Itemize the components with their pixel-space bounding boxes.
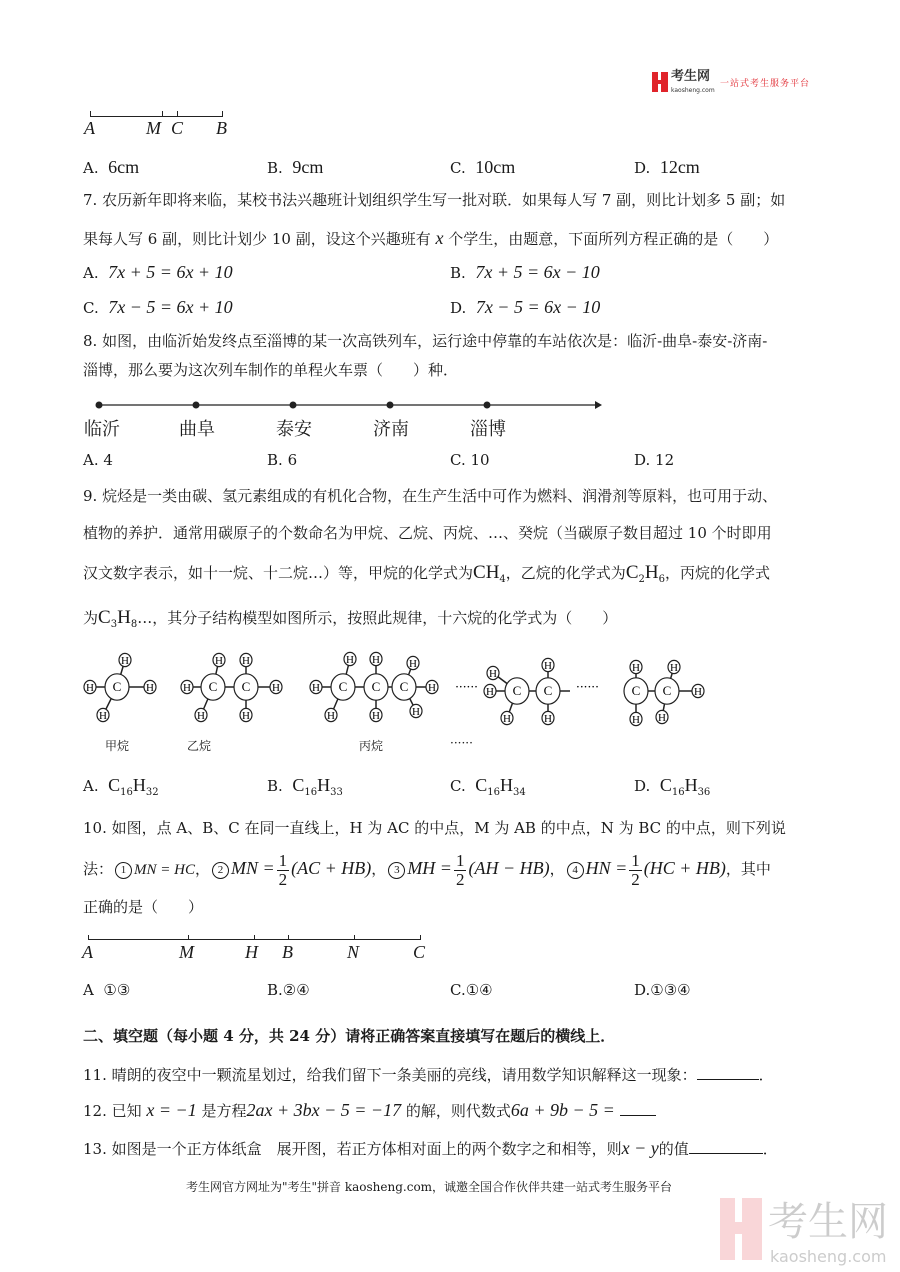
- hydrogen-atom-label: H: [409, 658, 417, 670]
- hydrogen-atom-label: H: [372, 710, 380, 722]
- hydrogen-atom-label: H: [242, 655, 250, 667]
- q12: 12. 已知 x = −1 是方程2ax + 3bx − 5 = −17 的解，则代数式6a + 9b − 5 =: [83, 1099, 656, 1122]
- caption-ethane: 乙烷: [187, 739, 212, 753]
- hydrogen-atom-label: H: [146, 682, 154, 694]
- carbon-atom-label: C: [371, 679, 381, 694]
- logo-sub: kaosheng.com: [671, 87, 715, 94]
- hydrogen-atom-label: H: [428, 682, 436, 694]
- q10-point-b: B: [282, 942, 293, 962]
- q9-option-b: B. $C_{16}H_{33}$: [267, 775, 343, 798]
- q8-railway-line: [90, 398, 602, 412]
- hydrogen-atom-label: H: [346, 654, 354, 666]
- header-logo: [652, 72, 668, 98]
- station-linyi: 临沂: [84, 419, 120, 440]
- hydrogen-atom-label: H: [272, 682, 280, 694]
- hydrogen-atom-label: H: [215, 655, 223, 667]
- q10-option-c: C.①④: [450, 981, 493, 999]
- q11: 11. 晴朗的夜空中一颗流星划过，给我们留下一条美丽的亮线，请用数学知识解释这一现象： ．: [83, 1066, 774, 1084]
- carbon-atom-label: C: [399, 679, 409, 694]
- q10-point-h: H: [245, 942, 258, 962]
- q8-option-b: B. 6: [267, 451, 298, 469]
- hydrogen-atom-label: H: [121, 655, 129, 667]
- hydrogen-atom-label: H: [183, 682, 191, 694]
- alkane-molecule-models: [70, 640, 720, 740]
- q10-point-c: C: [413, 942, 426, 962]
- q6-point-c: C: [171, 118, 184, 138]
- hydrogen-atom-label: H: [197, 710, 205, 722]
- station-qufu: 曲阜: [179, 419, 215, 440]
- carbon-atom-label: C: [338, 679, 348, 694]
- q6-option-b: B. 9cm: [267, 157, 324, 177]
- q8-option-c: C. 10: [450, 451, 490, 469]
- caption-ellipsis: ······: [450, 736, 473, 750]
- q9-option-d: D. $C_{16}H_{36}$: [634, 775, 711, 798]
- watermark-sub: kaosheng.com: [770, 1247, 887, 1266]
- carbon-atom-label: C: [241, 679, 251, 694]
- q9-option-c: C. $C_{16}H_{34}$: [450, 775, 526, 798]
- q8-option-a: A. 4: [83, 451, 113, 469]
- q8-line1: 8. 如图，由临沂始发终点至淄博的某一次高铁列车，运行途中停靠的车站依次是：临沂-曲阜-泰安-济南-: [83, 332, 768, 350]
- q11-answer-blank[interactable]: [697, 1065, 759, 1080]
- ellipsis: ······: [455, 680, 478, 694]
- q13: 13. 如图是一个正方体纸盒 展开图，若正方体相对面上的两个数字之和相等，则x − y的值 ．: [83, 1138, 778, 1158]
- logo-text: 考生网: [671, 69, 711, 84]
- q6-option-c: C. 10cm: [450, 157, 516, 177]
- hydrogen-atom-label: H: [486, 686, 494, 698]
- hydrogen-atom-label: H: [632, 714, 640, 726]
- header-slogan: 一站式考生服务平台: [720, 79, 811, 89]
- q10-line2: 法： 1 MN = HC， 2 MN = $\frac{1}{2}$ (AC + HB)， 3 MH = $\frac{1}{2}$ (AH − HB)， 4 HN = $\frac{1}{2}$ (HC + HB)，其中: [83, 850, 771, 889]
- kaosheng-logo-icon: [652, 72, 668, 92]
- carbon-atom-label: C: [631, 683, 641, 698]
- q7-option-c: C. 7x − 5 = 6x + 10: [83, 297, 233, 317]
- hydrogen-atom-label: H: [86, 682, 94, 694]
- hydrogen-atom-label: H: [658, 712, 666, 724]
- q6-point-m: M: [146, 118, 161, 138]
- q10-line3: 正确的是（ ）: [83, 898, 204, 916]
- hydrogen-atom-label: H: [503, 713, 511, 725]
- q8-line2: 淄博，那么要为这次列车制作的单程火车票（ ）种．: [83, 361, 459, 379]
- q6-point-a: A: [84, 118, 95, 138]
- ellipsis: ······: [576, 680, 599, 694]
- q9-line3: 汉文数字表示，如十一烷、十二烷…）等，甲烷的化学式为$CH_4$，乙烷的化学式为$C_2H_6$，丙烷的化学式: [83, 562, 770, 585]
- q7-option-a: A. 7x + 5 = 6x + 10: [83, 262, 233, 282]
- hydrogen-atom-label: H: [489, 668, 497, 680]
- carbon-atom-label: C: [662, 683, 672, 698]
- q6-point-b: B: [216, 118, 227, 138]
- hydrogen-atom-label: H: [372, 654, 380, 666]
- q10-point-m: M: [179, 942, 194, 962]
- q7-line1: 7. 农历新年即将来临，某校书法兴趣班计划组织学生写一批对联．如果每人写 7 副，则比计划多 5 副；如: [83, 191, 786, 209]
- carbon-atom-label: C: [543, 683, 553, 698]
- carbon-atom-label: C: [512, 683, 522, 698]
- hydrogen-atom-label: H: [694, 686, 702, 698]
- q7-option-b: B. 7x + 5 = 6x − 10: [450, 262, 600, 282]
- station-taian: 泰安: [276, 419, 312, 440]
- q9-option-a: A. $C_{16}H_{32}$: [83, 775, 159, 798]
- q13-answer-blank[interactable]: [689, 1139, 763, 1154]
- watermark-text: 考生网: [768, 1199, 888, 1245]
- caption-methane: 甲烷: [105, 739, 130, 753]
- q6-option-d: D. 12cm: [634, 157, 700, 177]
- footer-text: 考生网官方网址为"考生"拼音 kaosheng.com，诚邀全国合作伙伴共建一站式考生服务平台: [186, 1180, 673, 1194]
- q6-option-a: A. 6cm: [83, 157, 140, 177]
- carbon-atom-label: C: [112, 679, 122, 694]
- station-jinan: 济南: [373, 419, 409, 440]
- hydrogen-atom-label: H: [544, 713, 552, 725]
- q10-point-n: N: [347, 942, 360, 962]
- q12-answer-blank[interactable]: [620, 1101, 656, 1116]
- q8-option-d: D. 12: [634, 451, 675, 469]
- hydrogen-atom-label: H: [99, 710, 107, 722]
- q10-point-a: A: [82, 942, 93, 962]
- hydrogen-atom-label: H: [670, 662, 678, 674]
- hydrogen-atom-label: H: [544, 660, 552, 672]
- q10-option-a: A ①③: [83, 981, 131, 999]
- q9-line4: 为$C_3H_8\dots$，其分子结构模型如图所示，按照此规律，十六烷的化学式为（ ）: [83, 607, 618, 630]
- hydrogen-atom-label: H: [412, 706, 420, 718]
- carbon-atom-label: C: [208, 679, 218, 694]
- station-zibo: 淄博: [470, 419, 506, 440]
- hydrogen-atom-label: H: [327, 710, 335, 722]
- q10-line1: 10. 如图，点 A、B、C 在同一直线上，H 为 AC 的中点，M 为 AB 的中点，N 为 BC 的中点，则下列说: [83, 819, 786, 837]
- hydrogen-atom-label: H: [632, 662, 640, 674]
- q9-line1: 9. 烷烃是一类由碳、氢元素组成的有机化合物，在生产生活中可作为燃料、润滑剂等原料，也可用于动、: [83, 487, 778, 505]
- q7-option-d: D. 7x − 5 = 6x − 10: [450, 297, 601, 317]
- hydrogen-atom-label: H: [242, 710, 250, 722]
- hydrogen-atom-label: H: [312, 682, 320, 694]
- section-2-title: 二、填空题（每小题 4 分，共 24 分）请将正确答案直接填写在题后的横线上．: [83, 1027, 616, 1045]
- q10-option-b: B.②④: [267, 981, 310, 999]
- q10-option-d: D.①③④: [634, 981, 691, 999]
- watermark-logo-icon: [720, 1198, 762, 1260]
- q7-line2: 果每人写 6 副，则比计划少 10 副，设这个兴趣班有 x 个学生，由题意，下面所列方程正确的是（ ）: [83, 228, 779, 248]
- q9-line2: 植物的养护．通常用碳原子的个数命名为甲烷、乙烷、丙烷、…、癸烷（当碳原子数目超过 10 个时即用: [83, 524, 772, 542]
- caption-propane: 丙烷: [359, 739, 384, 753]
